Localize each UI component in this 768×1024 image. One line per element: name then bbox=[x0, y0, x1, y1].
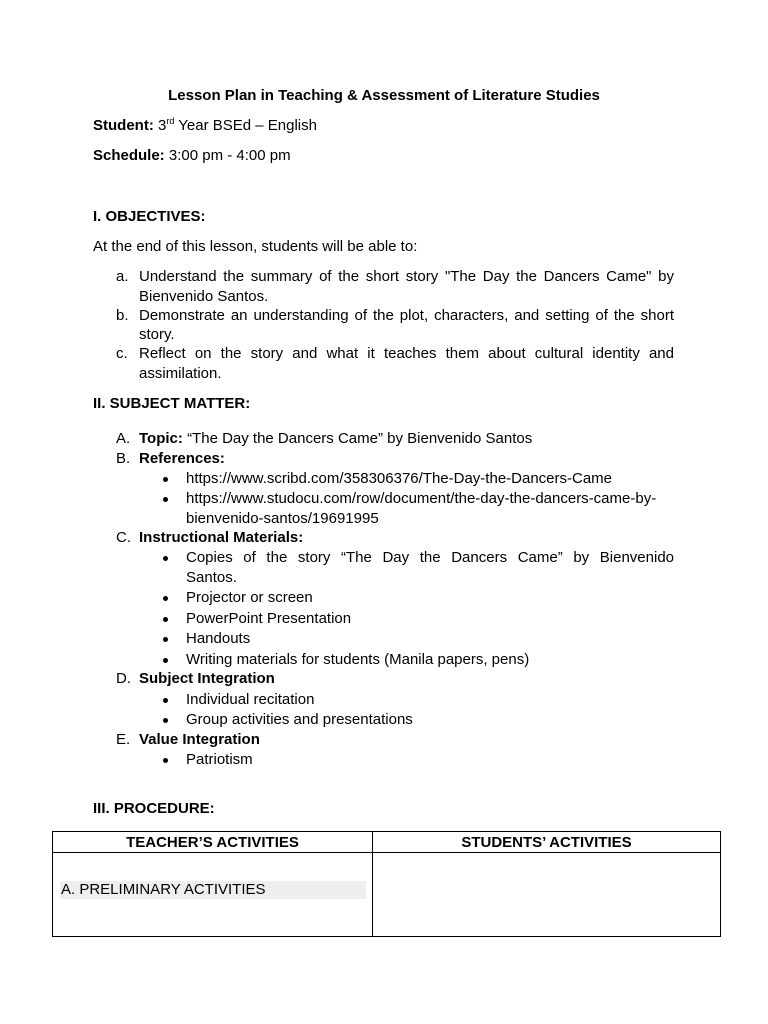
objective-c-line2: assimilation. bbox=[139, 365, 222, 382]
bullet-icon bbox=[163, 617, 168, 622]
objective-b-marker: b. bbox=[116, 307, 129, 324]
objective-a-line2: Bienvenido Santos. bbox=[139, 288, 269, 305]
references-label: References: bbox=[139, 450, 225, 467]
materials-label: Instructional Materials: bbox=[139, 529, 304, 546]
student-activities-cell bbox=[373, 853, 721, 937]
bullet-icon bbox=[163, 637, 168, 642]
student-year-sup: rd bbox=[166, 116, 175, 126]
bullet-icon bbox=[163, 698, 168, 703]
bullet-icon bbox=[163, 758, 168, 763]
materials-marker: C. bbox=[116, 529, 131, 546]
bullet-icon bbox=[163, 497, 168, 502]
objective-b-line2: story. bbox=[139, 326, 175, 343]
integration-item-1: Individual recitation bbox=[186, 691, 315, 708]
bullet-icon bbox=[163, 596, 168, 601]
bullet-icon bbox=[163, 477, 168, 482]
objective-b-line1: Demonstrate an understanding of the plot, characters, and setting of the short bbox=[139, 307, 674, 324]
objective-a-line1: Understand the summary of the short story "The Day the Dancers Came" by bbox=[139, 268, 674, 285]
objective-a-marker: a. bbox=[116, 268, 129, 285]
material-item-5: Writing materials for students (Manila papers, pens) bbox=[186, 651, 530, 668]
bullet-icon bbox=[163, 718, 168, 723]
topic-value: “The Day the Dancers Came” by Bienvenido Santos bbox=[187, 430, 533, 447]
integration-marker: D. bbox=[116, 670, 131, 687]
integration-label: Subject Integration bbox=[139, 670, 275, 687]
procedure-heading: III. PROCEDURE: bbox=[93, 800, 215, 817]
integration-item-2: Group activities and presentations bbox=[186, 711, 413, 728]
schedule-label: Schedule: bbox=[93, 147, 165, 164]
values-item-1: Patriotism bbox=[186, 751, 253, 768]
bullet-icon bbox=[163, 658, 168, 663]
material-item-2: Projector or screen bbox=[186, 589, 313, 606]
student-line bbox=[93, 116, 317, 136]
objective-c-marker: c. bbox=[116, 345, 128, 362]
values-marker: E. bbox=[116, 731, 131, 748]
topic-line bbox=[139, 429, 532, 449]
material-item-1-line1: Copies of the story “The Day the Dancers Came” by Bienvenido bbox=[186, 549, 674, 566]
reference-link-2-line2[interactable]: bienvenido-santos/19691995 bbox=[186, 510, 379, 527]
reference-link-2-line1[interactable]: https://www.studocu.com/row/document/the-day-the-dancers-came-by- bbox=[186, 490, 657, 507]
topic-label: Topic: bbox=[139, 430, 183, 447]
material-item-3: PowerPoint Presentation bbox=[186, 610, 352, 627]
objectives-heading: I. OBJECTIVES: bbox=[93, 208, 206, 225]
document-title: Lesson Plan in Teaching & Assessment of Literature Studies bbox=[168, 87, 600, 104]
reference-link-1[interactable]: https://www.scribd.com/358306376/The-Day-the-Dancers-Came bbox=[186, 470, 613, 487]
material-item-1-line2: Santos. bbox=[186, 569, 237, 586]
teacher-activities-header: TEACHER’S ACTIVITIES bbox=[53, 832, 373, 853]
objective-c-line1: Reflect on the story and what it teaches them about cultural identity and bbox=[139, 345, 674, 362]
material-item-4: Handouts bbox=[186, 630, 251, 647]
schedule-line bbox=[93, 146, 291, 166]
student-value: Year BSEd – English bbox=[178, 117, 317, 134]
values-label: Value Integration bbox=[139, 731, 260, 748]
bullet-icon bbox=[163, 556, 168, 561]
teacher-activities-cell bbox=[53, 853, 373, 937]
topic-marker: A. bbox=[116, 430, 131, 447]
subject-matter-heading: II. SUBJECT MATTER: bbox=[93, 395, 251, 412]
references-marker: B. bbox=[116, 450, 131, 467]
objectives-intro: At the end of this lesson, students will be able to: bbox=[93, 238, 418, 255]
procedure-table bbox=[52, 831, 721, 937]
student-year: 3 bbox=[158, 117, 167, 134]
preliminary-activities-label: A. PRELIMINARY ACTIVITIES bbox=[60, 881, 366, 899]
schedule-value: 3:00 pm - 4:00 pm bbox=[168, 147, 291, 164]
student-label: Student: bbox=[93, 117, 154, 134]
student-activities-header: STUDENTS’ ACTIVITIES bbox=[373, 832, 721, 853]
